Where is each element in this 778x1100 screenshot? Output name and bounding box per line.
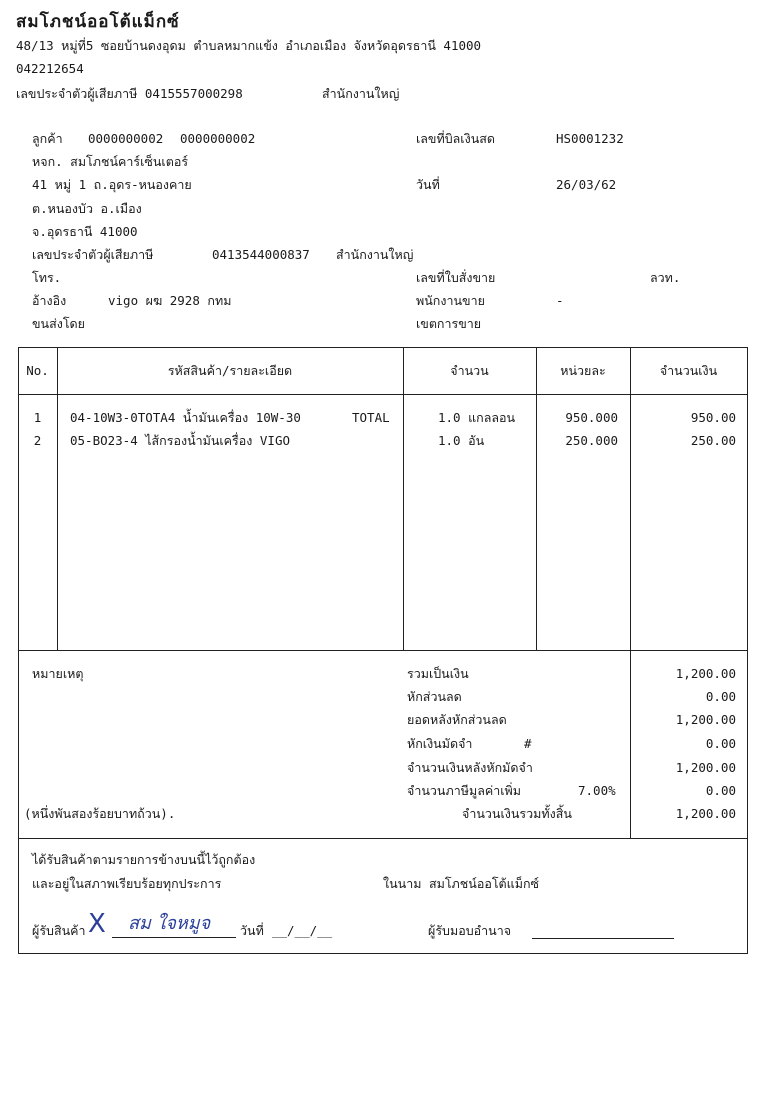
- vat-label: จำนวนภาษีมูลค่าเพิ่ม: [407, 783, 521, 798]
- receipt-confirmation-line-1: ได้รับสินค้าตามรายการข้างบนนี้ไว้ถูกต้อง: [32, 852, 256, 867]
- signature-x-mark: X: [88, 909, 106, 939]
- company-phone: 042212654: [16, 61, 84, 76]
- deposit-mark: #: [524, 736, 532, 751]
- customer-ref-value: vigo ผฆ 2928 กทม: [108, 293, 232, 308]
- vat-rate: 7.00%: [578, 783, 616, 798]
- authorized-label: ผู้รับมอบอำนาจ: [428, 923, 512, 938]
- amount-in-words: (หนึ่งพันสองร้อยบาทถ้วน).: [24, 806, 176, 821]
- discount-value: 0.00: [705, 689, 736, 704]
- row-amount: 250.00: [690, 433, 736, 448]
- row-brand: TOTAL: [352, 410, 390, 425]
- discount-label: หักส่วนลด: [407, 689, 462, 704]
- customer-branch: สำนักงานใหญ่: [336, 247, 414, 262]
- receive-date-label: วันที่: [240, 923, 264, 938]
- receiver-label: ผู้รับสินค้า: [32, 923, 86, 938]
- bill-date-value: 26/03/62: [556, 177, 617, 192]
- customer-phone-label: โทร.: [32, 270, 62, 285]
- col-header-description: รหัสสินค้า/รายละเอียด: [167, 363, 293, 378]
- deposit-value: 0.00: [705, 736, 736, 751]
- company-tax-id: เลขประจำตัวผู้เสียภาษี 0415557000298: [16, 86, 243, 101]
- row-unit-price: 250.000: [565, 433, 618, 448]
- customer-tax-id: 0413544000837: [212, 247, 310, 262]
- receive-date-blank: __/__/__: [272, 923, 333, 938]
- customer-address-3: จ.อุดรธานี 41000: [32, 224, 138, 239]
- company-name: สมโภชน์ออโต้แม็กซ์: [16, 12, 180, 32]
- row-no: 1: [33, 410, 42, 425]
- on-behalf-of: ในนาม สมโภชน์ออโต้แม็กซ์: [383, 876, 540, 891]
- grand-total-label: จำนวนเงินรวมทั้งสิ้น: [462, 806, 572, 821]
- customer-code-1: 0000000002: [88, 131, 164, 146]
- grand-total-value: 1,200.00: [675, 806, 736, 821]
- bill-no-value: HS0001232: [556, 131, 624, 146]
- col-header-amount: จำนวนเงิน: [659, 363, 718, 378]
- subtotal-label: รวมเป็นเงิน: [407, 666, 469, 681]
- customer-tax-label: เลขประจำตัวผู้เสียภาษี: [32, 247, 154, 262]
- customer-address-1: 41 หมู่ 1 ถ.อุดร-หนองคาย: [32, 177, 192, 192]
- customer-label: ลูกค้า: [32, 131, 63, 146]
- row-unit-price: 950.000: [565, 410, 618, 425]
- customer-code-2: 0000000002: [180, 131, 256, 146]
- row-amount: 950.00: [690, 410, 736, 425]
- row-description: 04-10W3-0TOTA4 น้ำมันเครื่อง 10W-30: [70, 410, 301, 425]
- row-quantity: 1.0 อัน: [438, 433, 485, 448]
- deposit-label: หักเงินมัดจำ: [407, 736, 473, 751]
- customer-address-2: ต.หนองบัว อ.เมือง: [32, 201, 142, 216]
- customer-ref-label: อ้างอิง: [32, 293, 67, 308]
- row-no: 2: [33, 433, 42, 448]
- col-header-quantity: จำนวน: [450, 363, 489, 378]
- ship-by-label: ขนส่งโดย: [32, 316, 85, 331]
- customer-name: หจก. สมโภชน์คาร์เซ็นเตอร์: [32, 154, 189, 169]
- sales-order-value: ลวท.: [650, 270, 681, 285]
- company-address: 48/13 หมู่ที่5 ซอยบ้านดงอุดม ตำบลหมากแข้ง อำเภอเมือง จังหวัดอุดรธานี 41000: [16, 38, 482, 53]
- after-deposit-value: 1,200.00: [675, 760, 736, 775]
- col-header-no: No.: [26, 363, 49, 378]
- receipt-confirmation-line-2: และอยู่ในสภาพเรียบร้อยทุกประการ: [32, 876, 222, 891]
- after-discount-label: ยอดหลังหักส่วนลด: [407, 712, 507, 727]
- company-branch: สำนักงานใหญ่: [322, 86, 400, 101]
- salesman-value: -: [556, 293, 564, 308]
- vat-value: 0.00: [705, 783, 736, 798]
- remark-label: หมายเหตุ: [32, 666, 84, 681]
- after-discount-value: 1,200.00: [675, 712, 736, 727]
- bill-no-label: เลขที่บิลเงินสด: [416, 131, 495, 146]
- receiver-signature: สม ใจหมูจ: [128, 913, 211, 934]
- subtotal-value: 1,200.00: [675, 666, 736, 681]
- bill-date-label: วันที่: [416, 177, 440, 192]
- after-deposit-label: จำนวนเงินหลังหักมัดจำ: [407, 760, 533, 775]
- row-description: 05-BO23-4 ไส้กรองน้ำมันเครื่อง VIGO: [70, 433, 291, 448]
- salesman-label: พนักงานขาย: [416, 293, 485, 308]
- col-header-unit-price: หน่วยละ: [560, 363, 606, 378]
- sales-zone-label: เขตการขาย: [416, 316, 482, 331]
- sales-order-label: เลขที่ใบสั่งขาย: [416, 270, 496, 285]
- row-quantity: 1.0 แกลลอน: [438, 410, 516, 425]
